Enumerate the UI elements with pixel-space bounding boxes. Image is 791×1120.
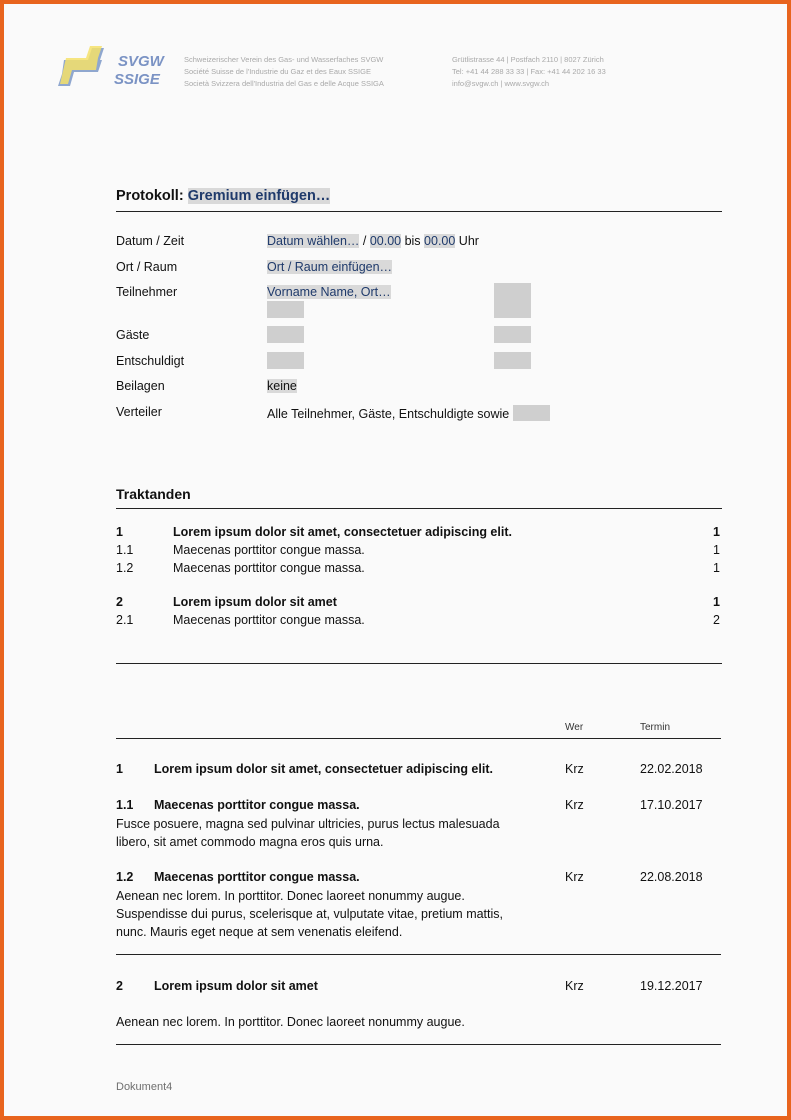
toc-page: 1	[713, 595, 720, 609]
org-line-it: Società Svizzera dell'Industria del Gas e delle Acque SSIGA	[184, 79, 384, 88]
datum-label: Datum / Zeit	[116, 234, 185, 248]
minute-title: Maecenas porttitor congue massa.	[154, 870, 360, 884]
minute-title: Lorem ipsum dolor sit amet	[154, 979, 318, 993]
protokoll-label: Protokoll:	[116, 188, 188, 204]
verteiler-value: Alle Teilnehmer, Gäste, Entschuldigte sowie	[267, 407, 513, 421]
contact-address: Grütlistrasse 44 | Postfach 2110 | 8027 Zürich	[452, 55, 604, 64]
ort-label: Ort / Raum	[116, 260, 178, 274]
toc-num: 1	[116, 525, 123, 539]
minutes-mid-rule	[116, 954, 721, 955]
toc-page: 1	[713, 525, 720, 539]
toc-num: 2	[116, 595, 123, 609]
org-contact	[452, 54, 606, 90]
document-name: Dokument4	[116, 1081, 173, 1093]
minute-body	[116, 887, 503, 941]
bis-text: bis	[401, 234, 425, 248]
toc-num: 1.2	[116, 561, 134, 575]
teilnehmer-field-2[interactable]	[267, 301, 304, 318]
svgw-logo	[58, 46, 178, 90]
datum-separator: /	[359, 234, 370, 248]
protokoll-title	[116, 188, 330, 204]
gaeste-label: Gäste	[116, 328, 150, 342]
minute-wer: Krz	[565, 979, 584, 993]
minute-body-line: Suspendisse dui purus, scelerisque at, vulputate vitae, pretium mattis,	[116, 907, 504, 921]
gaeste-field-1[interactable]	[267, 326, 304, 343]
toc-page: 1	[713, 561, 720, 575]
minute-termin: 19.12.2017	[640, 979, 703, 993]
minute-num: 1.1	[116, 798, 134, 812]
teilnehmer-field[interactable]: Vorname Name, Ort…	[267, 285, 391, 299]
beilagen-row	[267, 379, 297, 393]
beilagen-field[interactable]: keine	[267, 379, 297, 393]
org-line-fr: Société Suisse de l'Industrie du Gaz et des Eaux SSIGE	[184, 67, 371, 76]
col-header-termin: Termin	[640, 722, 671, 733]
toc-num: 2.1	[116, 613, 134, 627]
ort-row	[267, 260, 392, 274]
toc-text[interactable]: Maecenas porttitor congue massa.	[173, 543, 365, 557]
toc-page: 1	[713, 543, 720, 557]
minute-num: 1	[116, 762, 123, 776]
minute-body-line: libero, sit amet commodo magna eros quis urna.	[116, 835, 384, 849]
minute-body	[116, 1013, 465, 1031]
minutes-end-rule	[116, 1044, 721, 1045]
logo-text-svgw: SVGW	[118, 53, 164, 70]
toc-text[interactable]: Lorem ipsum dolor sit amet	[173, 595, 337, 609]
minute-num: 2	[116, 979, 123, 993]
time-from-field[interactable]: 00.00	[369, 234, 402, 248]
entschuldigt-field-2[interactable]	[494, 352, 531, 369]
toc-page: 2	[713, 613, 720, 627]
traktanden-rule	[116, 508, 722, 509]
beilagen-label: Beilagen	[116, 379, 165, 393]
contact-web: info@svgw.ch | www.svgw.ch	[452, 79, 550, 88]
minute-body-line: Aenean nec lorem. In porttitor. Donec laoreet nonummy augue.	[116, 1015, 465, 1029]
minute-wer: Krz	[565, 870, 584, 884]
minute-body-line: Aenean nec lorem. In porttitor. Donec laoreet nonummy augue.	[116, 889, 465, 903]
minute-body-line: nunc. Mauris eget neque at sem venenatis eleifend.	[116, 925, 403, 939]
teilnehmer-label: Teilnehmer	[116, 285, 178, 299]
toc-text[interactable]: Maecenas porttitor congue massa.	[173, 613, 365, 627]
org-line-de: Schweizerischer Verein des Gas- und Wasserfaches SVGW	[184, 55, 384, 64]
datum-field[interactable]: Datum wählen…	[267, 234, 360, 248]
minute-body	[116, 815, 500, 851]
minutes-header-rule	[116, 738, 721, 739]
toc-text[interactable]: Maecenas porttitor congue massa.	[173, 561, 365, 575]
minute-title: Lorem ipsum dolor sit amet, consectetuer adipiscing elit.	[154, 762, 493, 776]
contact-phone: Tel: +41 44 288 33 33 | Fax: +41 44 202 16 33	[452, 67, 606, 76]
toc-text[interactable]: Lorem ipsum dolor sit amet, consectetuer adipiscing elit.	[173, 525, 512, 539]
ort-field[interactable]: Ort / Raum einfügen…	[267, 260, 393, 274]
traktanden-heading: Traktanden	[116, 486, 191, 502]
teilnehmer-field-3[interactable]	[494, 283, 531, 318]
gaeste-field-2[interactable]	[494, 326, 531, 343]
logo-shape-yellow	[60, 46, 102, 84]
minute-num: 1.2	[116, 870, 134, 884]
verteiler-row	[267, 405, 550, 421]
verteiler-field[interactable]	[513, 405, 550, 421]
minute-termin: 22.08.2018	[640, 870, 703, 884]
minute-termin: 17.10.2017	[640, 798, 703, 812]
traktanden-end-rule	[116, 663, 722, 664]
entschuldigt-field-1[interactable]	[267, 352, 304, 369]
datum-row	[267, 234, 479, 248]
teilnehmer-row	[267, 285, 391, 299]
org-names	[184, 54, 384, 90]
minute-termin: 22.02.2018	[640, 762, 703, 776]
minute-body-line: Fusce posuere, magna sed pulvinar ultricies, purus lectus malesuada	[116, 817, 500, 831]
toc-num: 1.1	[116, 543, 134, 557]
verteiler-label: Verteiler	[116, 405, 162, 419]
time-to-field[interactable]: 00.00	[424, 234, 456, 248]
minute-title: Maecenas porttitor congue massa.	[154, 798, 360, 812]
logo-text-ssige: SSIGE	[114, 71, 160, 88]
title-rule	[116, 211, 722, 212]
col-header-wer: Wer	[565, 722, 584, 733]
minute-wer: Krz	[565, 762, 584, 776]
minute-wer: Krz	[565, 798, 584, 812]
uhr-text: Uhr	[455, 234, 479, 248]
gremium-field[interactable]: Gremium einfügen…	[187, 188, 331, 204]
entschuldigt-label: Entschuldigt	[116, 354, 185, 368]
